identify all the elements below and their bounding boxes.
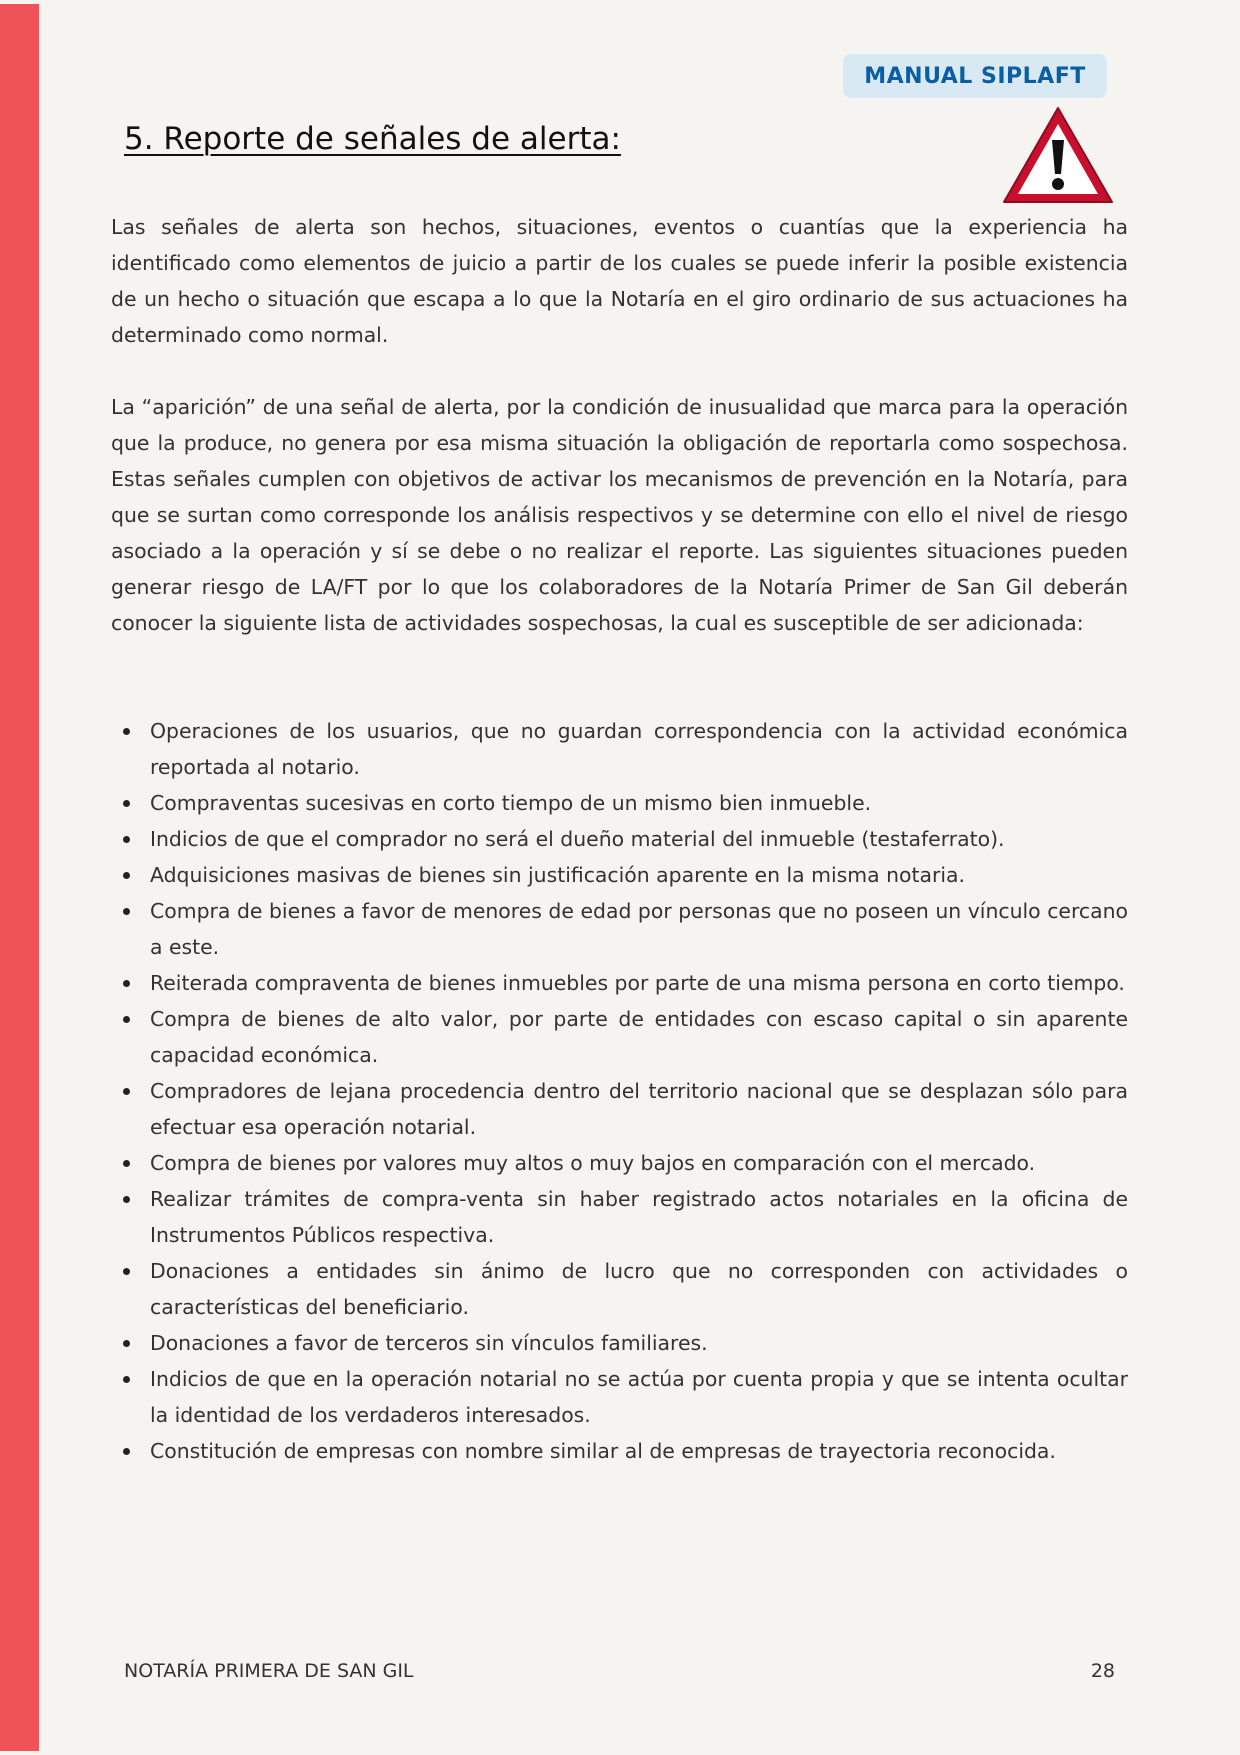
alert-signals-list [111, 713, 1128, 1469]
bullet-icon [123, 728, 130, 735]
list-item [111, 1073, 1128, 1145]
bullet-icon [123, 1268, 130, 1275]
list-item-text: Operaciones de los usuarios, que no guardan correspondencia con la actividad económica reportada al notario. [150, 719, 1128, 779]
footer-notary-name: NOTARÍA PRIMERA DE SAN GIL [124, 1660, 414, 1682]
list-item-text: Compra de bienes a favor de menores de edad por personas que no poseen un vínculo cercano a este. [150, 899, 1128, 959]
bullet-icon [123, 1448, 130, 1455]
bullet-icon [123, 800, 130, 807]
section-title: 5. Reporte de señales de alerta: [124, 121, 621, 157]
bullet-icon [123, 1340, 130, 1347]
list-item [111, 785, 1128, 821]
manual-badge [843, 54, 1107, 98]
list-item [111, 1181, 1128, 1253]
bullet-icon [123, 1196, 130, 1203]
manual-badge-label: MANUAL SIPLAFT [864, 63, 1086, 89]
bullet-icon [123, 1016, 130, 1023]
list-item-text: Donaciones a entidades sin ánimo de lucro que no corresponden con actividades o características del beneficiario. [150, 1259, 1128, 1319]
intro-paragraph: Las señales de alerta son hechos, situaciones, eventos o cuantías que la experiencia ha identificado como elementos de juicio a partir de los cuales se puede inferir la posible existencia de un hecho o situación que escapa a lo que la Notaría en el giro ordinario de sus actuaciones ha determinado como normal. [111, 215, 1128, 347]
list-item-text: Constitución de empresas con nombre similar al de empresas de trayectoria reconocida. [150, 1439, 1056, 1463]
list-item-text: Compraventas sucesivas en corto tiempo de un mismo bien inmueble. [150, 791, 872, 815]
list-item [111, 1361, 1128, 1433]
bullet-icon [123, 1376, 130, 1383]
list-item [111, 1433, 1128, 1469]
bullet-icon [123, 980, 130, 987]
list-item [111, 713, 1128, 785]
bullet-icon [123, 836, 130, 843]
list-item-text: Indicios de que el comprador no será el dueño material del inmueble (testaferrato). [150, 827, 1005, 851]
list-item [111, 1325, 1128, 1361]
bullet-icon [123, 872, 130, 879]
list-item [111, 893, 1128, 965]
list-item-text: Compra de bienes por valores muy altos o muy bajos en comparación con el mercado. [150, 1151, 1036, 1175]
warning-icon [1000, 104, 1116, 208]
list-item [111, 1253, 1128, 1325]
list-item-text: Realizar trámites de compra-venta sin haber registrado actos notariales en la oficina de Instrumentos Públicos respectiva. [150, 1187, 1128, 1247]
list-item-text: Reiterada compraventa de bienes inmuebles por parte de una misma persona en corto tiempo. [150, 971, 1125, 995]
bullet-icon [123, 1088, 130, 1095]
list-item-text: Adquisiciones masivas de bienes sin justificación aparente en la misma notaria. [150, 863, 966, 887]
list-item-text: Compra de bienes de alto valor, por parte de entidades con escaso capital o sin aparente capacidad económica. [150, 1007, 1128, 1067]
list-item-text: Donaciones a favor de terceros sin vínculos familiares. [150, 1331, 708, 1355]
bullet-icon [123, 1160, 130, 1167]
list-item [111, 1001, 1128, 1073]
list-item [111, 821, 1128, 857]
list-item [111, 857, 1128, 893]
bullet-icon [123, 908, 130, 915]
list-item-text: Compradores de lejana procedencia dentro del territorio nacional que se desplazan sólo para efectuar esa operación notarial. [150, 1079, 1128, 1139]
list-item-text: Indicios de que en la operación notarial no se actúa por cuenta propia y que se intenta ocultar la identidad de los verdaderos interesados. [150, 1367, 1128, 1427]
side-accent-bar [0, 4, 39, 1751]
list-item [111, 965, 1128, 1001]
page-number: 28 [1090, 1660, 1115, 1682]
list-item [111, 1145, 1128, 1181]
detail-paragraph: La “aparición” de una señal de alerta, por la condición de inusualidad que marca para la operación que la produce, no genera por esa misma situación la obligación de reportarla como sospechosa. Estas señales cumplen con objetivos de activar los mecanismos de prevención en la Notaría, para que se surtan como corresponde los análisis respectivos y se determine con ello el nivel de riesgo asociado a la operación y sí se debe o no realizar el reporte. Las siguientes situaciones pueden generar riesgo de LA/FT por lo que los colaboradores de la Notaría Primer de San Gil deberán conocer la siguiente lista de actividades sospechosas, la cual es susceptible de ser adicionada: [111, 395, 1128, 635]
